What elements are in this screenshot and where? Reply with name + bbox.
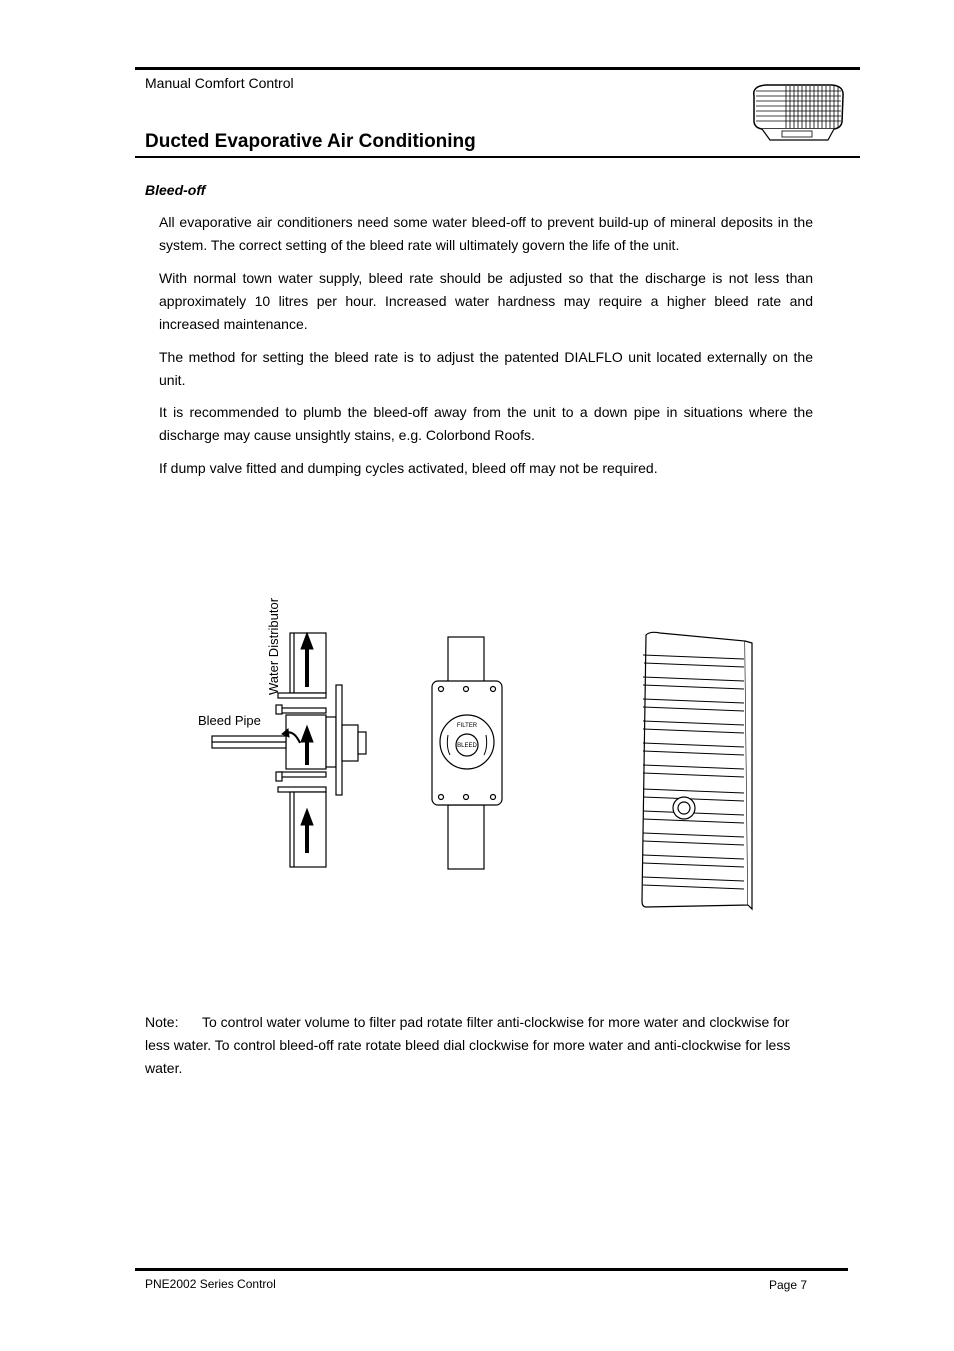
paragraph-4: It is recommended to plumb the bleed-off away from the unit to a down pipe in situations where the discharge may cause unsightly stains, e.g. Colorbond Roofs. [159,404,813,443]
paragraph-5: If dump valve fitted and dumping cycles activated, bleed off may not be required. [159,460,658,476]
footer-document-name: PNE2002 Series Control [145,1277,276,1291]
evaporative-cooler-unit-icon [748,82,848,144]
paragraph-3: The method for setting the bleed rate is to adjust the patented DIALFLO unit located externally on the unit. [159,349,813,388]
bleed-off-heading: Bleed-off [145,182,206,198]
header-top-rule [135,67,860,70]
footer-rule [135,1268,848,1271]
water-distributor-label: Water Distributor [266,597,281,695]
paragraph-2: With normal town water supply, bleed rate should be adjusted so that the discharge is not less than approximately 10 litres per hour. Increased water hardness may require a higher bleed rate and increased maintenance. [159,270,813,332]
dial-filter-label: FILTER [456,723,478,729]
section-title: Ducted Evaporative Air Conditioning [145,131,476,152]
paragraph-1: All evaporative air conditioners need some water bleed-off to prevent build-up of mineral deposits in the system. The correct setting of the bleed rate will ultimately govern the life of the unit. [159,214,813,253]
note-paragraph [145,1011,813,1080]
dialflo-plate [432,637,502,869]
note-text: To control water volume to filter pad rotate filter anti-clockwise for more water and clockwise for less water. To control bleed-off rate rotate bleed dial clockwise for more water and anti-clockwise for less water. [145,1014,791,1076]
dial-bleed-label: BLEED [457,743,477,749]
header-bottom-rule [135,156,860,158]
bleed-pipe-label: Bleed Pipe [198,713,261,728]
footer-page-number: Page 7 [769,1278,808,1292]
manual-title: Manual Comfort Control [145,75,294,91]
pipe-assembly [212,633,366,867]
bleed-off-diagram [190,575,770,915]
note-label: Note: [145,1014,179,1030]
unit-side-panel [642,632,752,909]
